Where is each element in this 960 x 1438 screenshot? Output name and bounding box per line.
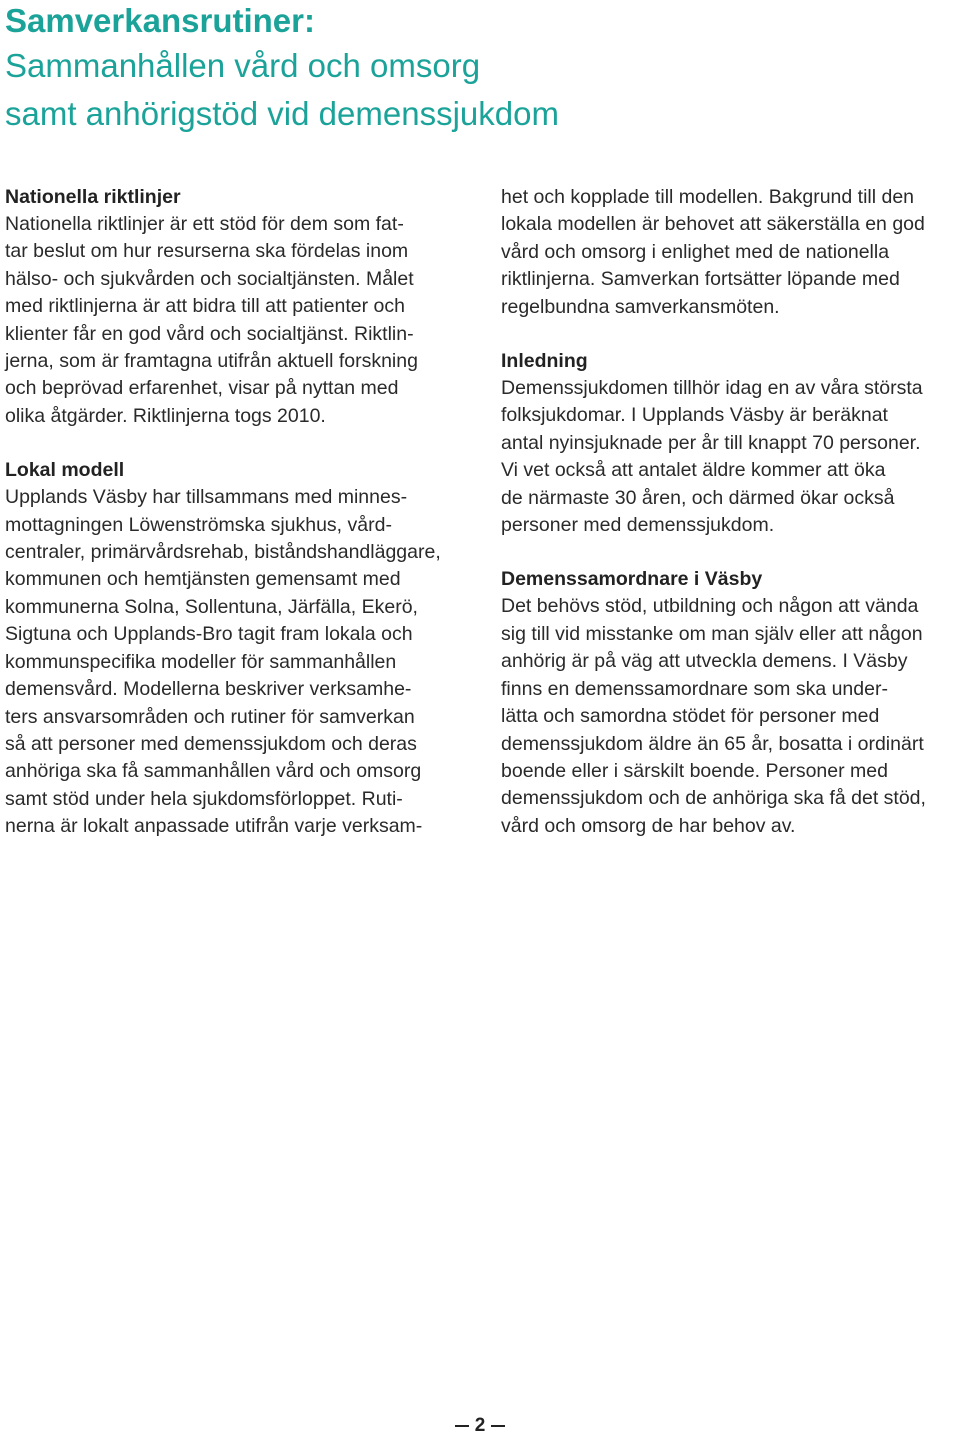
text-line: mottagningen Löwenströmska sjukhus, vård- (5, 513, 392, 536)
text-line: vård och omsorg i enlighet med de nationella (501, 240, 890, 263)
text-line: demensvård. Modellerna beskriver verksamhe- (5, 678, 412, 701)
section-heading: Demenssamordnare i Väsby (501, 568, 763, 591)
text-line: riktlinjerna. Samverkan fortsätter löpande med (501, 268, 900, 291)
section-heading: Inledning (501, 350, 588, 373)
text-line: med riktlinjerna är att bidra till att patienter och (5, 295, 405, 318)
section-body (501, 375, 960, 539)
text-line: de närmaste 30 åren, och därmed ökar också (501, 486, 895, 509)
text-line: Sigtuna och Upplands-Bro tagit fram lokala och (5, 623, 413, 646)
text-line: tar beslut om hur resurserna ska fördelas inom (5, 240, 409, 263)
text-line: Demenssjukdomen tillhör idag en av våra största (501, 377, 923, 400)
page-title: Samverkansrutiner: (5, 2, 315, 39)
text-line: regelbundna samverkansmöten. (501, 295, 780, 318)
text-line: sig till vid misstanke om man själv eller att någon (501, 622, 923, 645)
text-line: kommunerna Solna, Sollentuna, Järfälla, Ekerö, (5, 595, 418, 618)
text-line: jerna, som är framtagna utifrån aktuell forskning (5, 350, 418, 373)
section-lokal-modell (5, 457, 465, 840)
text-line: klienter får en god vård och socialtjänst. Riktlin- (5, 322, 414, 345)
section-heading: Lokal modell (5, 459, 125, 482)
text-line: olika åtgärder. Riktlinjerna togs 2010. (5, 404, 326, 427)
text-line: hälso- och sjukvården och socialtjänsten. Målet (5, 267, 414, 290)
text-line: boende eller i särskilt boende. Personer med (501, 759, 888, 782)
text-line: antal nyinsjuknade per år till knappt 70 personer. (501, 431, 921, 454)
text-line: så att personer med demenssjukdom och deras (5, 732, 417, 755)
section-body (5, 484, 465, 840)
text-line: samt stöd under hela sjukdomsförloppet. Ruti- (5, 787, 403, 810)
page-number: 2 (474, 1415, 486, 1436)
text-line: centraler, primärvårdsrehab, biståndshandläggare, (5, 541, 441, 564)
text-line: finns en demenssamordnare som ska under- (501, 677, 888, 700)
text-line: anhöriga ska få sammanhållen vård och omsorg (5, 760, 422, 783)
text-line: demenssjukdom och de anhöriga ska få det stöd, (501, 787, 926, 810)
text-line: personer med demenssjukdom. (501, 514, 775, 537)
dash-right-decoration (491, 1425, 505, 1427)
text-line: kommunen och hemtjänsten gemensamt med (5, 568, 401, 591)
section-heading: Nationella riktlinjer (5, 186, 181, 208)
right-column (501, 184, 960, 840)
text-line: kommunspecifika modeller för sammanhållen (5, 650, 397, 673)
text-line: Vi vet också att antalet äldre kommer att öka (501, 459, 886, 482)
section-body (501, 593, 960, 840)
section-body (5, 211, 465, 430)
text-line: het och kopplade till modellen. Bakgrund till den (501, 186, 915, 208)
text-line: och beprövad erfarenhet, visar på nyttan med (5, 377, 399, 400)
text-line: vård och omsorg de har behov av. (501, 814, 796, 837)
text-line: Det behövs stöd, utbildning och någon att vända (501, 595, 919, 618)
text-line: anhörig är på väg att utveckla demens. I Väsby (501, 650, 908, 673)
page-subtitle-line-1: Sammanhållen vård och omsorg (5, 47, 481, 84)
text-line: demenssjukdom äldre än 65 år, bosatta i ordinärt (501, 732, 924, 755)
document-header (5, 0, 945, 138)
page-footer (0, 1415, 960, 1437)
left-column (5, 184, 465, 841)
dash-left-decoration (455, 1425, 469, 1427)
page-subtitle-line-2: samt anhörigstöd vid demenssjukdom (5, 95, 559, 132)
section-nationella-riktlinjer (5, 184, 465, 430)
text-line: ters ansvarsområden och rutiner för samverkan (5, 705, 415, 728)
text-line: folksjukdomar. I Upplands Väsby är beräknat (501, 404, 888, 427)
section-inledning (501, 348, 960, 539)
section-demenssamordnare (501, 566, 960, 840)
text-line: lätta och samordna stödet för personer med (501, 705, 880, 728)
text-line: nerna är lokalt anpassade utifrån varje verksam- (5, 815, 423, 838)
text-line: Nationella riktlinjer är ett stöd för dem som fat- (5, 213, 404, 235)
section-continuation (501, 184, 960, 321)
text-line: lokala modellen är behovet att säkerställa en god (501, 213, 925, 236)
text-line: Upplands Väsby har tillsammans med minnes- (5, 486, 408, 509)
